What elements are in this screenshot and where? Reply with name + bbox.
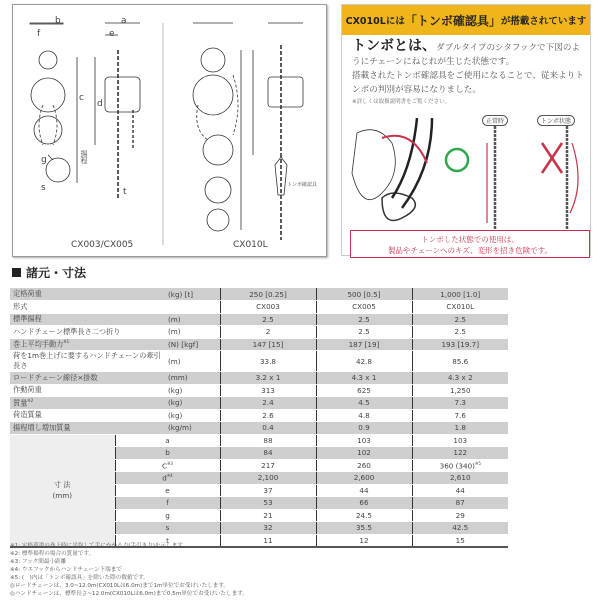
spec-value: 500 [0.5] (316, 288, 412, 301)
spec-value: 1,250 (412, 384, 508, 397)
spec-value: 0.9 (316, 422, 412, 435)
dimension-value: 15 (412, 534, 508, 547)
normal-state-label: 正常時 (482, 115, 508, 126)
dimension-value: 42.5 (412, 522, 508, 535)
tonbo-label: トンボ確認具 (287, 182, 318, 188)
spec-value: 2.5 (412, 326, 508, 339)
lift-label: 揚程 (80, 150, 88, 164)
spec-row (10, 351, 508, 372)
spec-value: 313 (220, 384, 316, 397)
spec-row (10, 338, 508, 351)
dimension-key: t (115, 534, 220, 547)
dimension-key: $d^{※4}$ (115, 472, 220, 485)
spec-value: 4.8 (316, 409, 412, 422)
footnote: ※4: ウエフックからハンドチェーン下端まで (10, 567, 122, 573)
warning-line-1: トンボした状態での使用は、 (421, 235, 519, 244)
spec-label: 標準揚程 (10, 313, 165, 326)
spec-unit: (kg) (165, 384, 220, 397)
spec-unit: (m) (165, 313, 220, 326)
spec-value: CX003 (220, 301, 316, 314)
dimension-value: 11 (220, 534, 316, 547)
footnote: ◎ハンドチェーンは、標準長さ~12.0m(CX010Lは6.0m)まで0.5m単位でお受けいたします。 (10, 591, 248, 597)
dim-label-s: s (41, 183, 46, 193)
spec-row (10, 326, 508, 339)
spec-value: CX005 (316, 301, 412, 314)
spec-label: 定格荷重 (10, 288, 165, 301)
footnote: ※3: フック間最小距離 (10, 559, 67, 565)
header-prefix: CX010Lには (345, 16, 405, 27)
dim-label-c: c (79, 93, 84, 103)
dimension-value: 24.5 (316, 509, 412, 522)
dimension-value: 29 (412, 509, 508, 522)
spec-value: 250 [0.25] (220, 288, 316, 301)
lead-text: ダブルタイプのシタフックで下図のようにチェーンにねじれが生じた状態です。 (352, 43, 581, 67)
spec-value: 4.3 x 1 (316, 372, 412, 385)
spec-value: 85.6 (412, 351, 508, 372)
dimension-value: 2,610 (412, 472, 508, 485)
spec-row (10, 288, 508, 301)
dim-label-g: g (41, 155, 47, 165)
spec-row (10, 301, 508, 314)
spec-value: 4.3 x 2 (412, 372, 508, 385)
spec-label: ロードチェーン線径×掛数 (10, 372, 165, 385)
spec-value: CX010L (412, 301, 508, 314)
dimension-value: 44 (412, 484, 508, 497)
section-title-text: 諸元・寸法 (26, 266, 87, 280)
dimension-value: 44 (316, 484, 412, 497)
dimension-value: 87 (412, 497, 508, 510)
spec-table (10, 288, 508, 548)
caption-cx003-cx005: CX003/CX005 (71, 240, 134, 250)
dimension-key: g (115, 509, 220, 522)
spec-unit: (mm) (165, 372, 220, 385)
footnotes (10, 542, 248, 598)
spec-value: 2.5 (316, 326, 412, 339)
dim-label-e: e (109, 29, 115, 39)
footnote: ※5: ( )内は「トンボ確認具」を除いた際の数値です。 (10, 575, 149, 581)
spec-row (10, 313, 508, 326)
lead-text-2: 搭載されたトンボ確認具をご使用になることで、従来よりトンボの判別が容易になりました。 (352, 71, 584, 95)
dimension-value: 84 (220, 447, 316, 460)
spec-value: 2 (220, 326, 316, 339)
dimension-key: a (115, 434, 220, 447)
spec-value: 2.5 (316, 313, 412, 326)
spec-row (10, 372, 508, 385)
dimension-key: $C^{※3}$ (115, 459, 220, 472)
spec-value: 42.8 (316, 351, 412, 372)
dimension-key: f (115, 497, 220, 510)
footnote: ※2: 標準揚程の場合の質量です。 (10, 551, 95, 557)
spec-label: ハンドチェーン標準長さ二つ折り (10, 326, 165, 339)
warning-box (350, 230, 590, 258)
dimension-key: s (115, 522, 220, 535)
dimension-label: 寸 法 (mm) (10, 434, 115, 547)
spec-value: 2.5 (412, 313, 508, 326)
spec-unit: (m) (165, 326, 220, 339)
dimension-value: 35.5 (316, 522, 412, 535)
dimension-value: 122 (412, 447, 508, 460)
spec-value: 2.6 (220, 409, 316, 422)
spec-value: 4.5 (316, 397, 412, 410)
dimension-value: 103 (412, 434, 508, 447)
dimension-key: b (115, 447, 220, 460)
spec-value: 2.4 (220, 397, 316, 410)
spec-label: 荷を1m巻上げに要するハンドチェーンの牽引長さ (10, 351, 165, 372)
dimension-value: 66 (316, 497, 412, 510)
dimension-value: 360 $(340)^{※5}$ (412, 459, 508, 472)
spec-row (10, 409, 508, 422)
dimension-value: 88 (220, 434, 316, 447)
dimension-value: 32 (220, 522, 316, 535)
dim-label-t: t (123, 187, 127, 197)
dimension-value: 2,100 (220, 472, 316, 485)
header-suffix: が搭載されています (500, 16, 587, 27)
footnote: ※1: 定格荷重の巻上時に平均して手にかかる力(手引き力)を示します。 (10, 543, 189, 549)
spec-value: 2.5 (220, 313, 316, 326)
dimension-diagram (12, 4, 327, 257)
dimension-key: e (115, 484, 220, 497)
tonbo-illustration (342, 113, 592, 233)
spec-unit: (kg) [t] (165, 288, 220, 301)
dimension-value: 102 (316, 447, 412, 460)
spec-value: 1,000 [1.0] (412, 288, 508, 301)
dimension-value: 12 (316, 534, 412, 547)
spec-label: 質量$^{※2}$ (10, 397, 165, 410)
square-bullet-icon (12, 268, 21, 277)
spec-value: 1.8 (412, 422, 508, 435)
spec-label: 形式 (10, 301, 165, 314)
caption-cx010l: CX010L (233, 240, 268, 250)
dim-label-a: a (121, 16, 127, 26)
spec-value: 33.8 (220, 351, 316, 372)
info-note: ※詳しくは取扱説明書をご覧ください。 (352, 99, 451, 105)
dimension-row (10, 434, 508, 447)
tonbo-state-label: トンボ状態 (537, 115, 575, 126)
dimension-value: 260 (316, 459, 412, 472)
spec-label: 揚程増し増加質量 (10, 422, 165, 435)
spec-label: 作動荷重 (10, 384, 165, 397)
spec-value: 3.2 x 1 (220, 372, 316, 385)
dimension-value: 21 (220, 509, 316, 522)
spec-label: 荷造質量 (10, 409, 165, 422)
dim-label-f: f (37, 29, 41, 39)
spec-value: 147 [15] (220, 338, 316, 351)
spec-unit: (kg/m) (165, 422, 220, 435)
hoist-drawings (13, 5, 328, 258)
lead-title: トンボとは、 (352, 38, 436, 54)
spec-unit: (N) [kgf] (165, 338, 220, 351)
dimension-value: 37 (220, 484, 316, 497)
spec-unit (165, 301, 220, 314)
warning-line-2: 製品やチェーンへのキズ、変形を招き危険です。 (387, 246, 553, 255)
dimension-value: 217 (220, 459, 316, 472)
header-emphasis: 「トンボ確認具」 (404, 13, 501, 28)
section-title (12, 264, 86, 281)
info-lead (342, 35, 590, 97)
dimension-value: 103 (316, 434, 412, 447)
dimension-value: 53 (220, 497, 316, 510)
spec-unit: (m) (165, 351, 220, 372)
footnote: ◎ロードチェーンは、3.0~12.0m(CX010Lは6.0m)まで1m単位でお受けいたします。 (10, 583, 230, 589)
dim-label-d: d (97, 99, 103, 109)
dimension-value: 2,600 (316, 472, 412, 485)
spec-label: 巻上平均手動力$^{※1}$ (10, 338, 165, 351)
spec-row (10, 422, 508, 435)
spec-row (10, 384, 508, 397)
spec-value: 625 (316, 384, 412, 397)
spec-unit: (kg) (165, 409, 220, 422)
info-header (342, 5, 590, 35)
spec-value: 7.3 (412, 397, 508, 410)
tonbo-info-panel (341, 4, 591, 256)
spec-value: 0.4 (220, 422, 316, 435)
spec-value: 193 [19.7] (412, 338, 508, 351)
dim-label-b: b (55, 16, 61, 26)
spec-value: 187 [19] (316, 338, 412, 351)
spec-row (10, 397, 508, 410)
spec-value: 7.6 (412, 409, 508, 422)
spec-unit: (kg) (165, 397, 220, 410)
